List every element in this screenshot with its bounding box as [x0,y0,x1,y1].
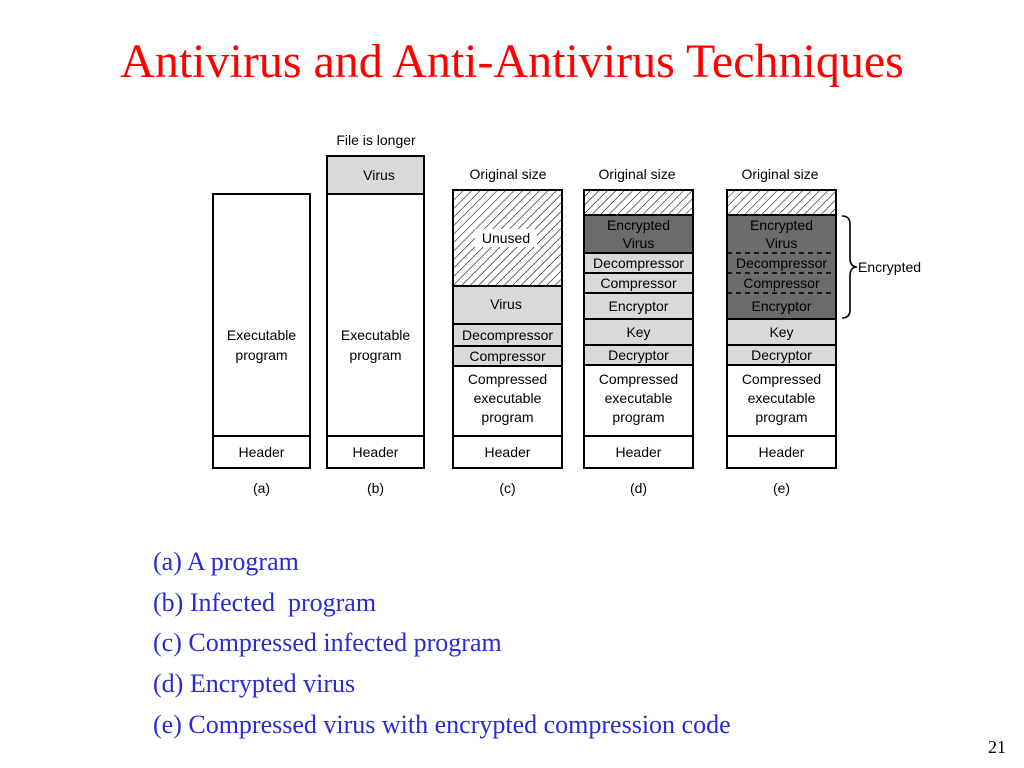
caption-list [153,542,731,746]
header-label: Header [615,444,662,460]
executable-program-block [327,194,424,436]
header-label: Header [758,444,805,460]
column-a [213,194,310,496]
virus-label: Virus [490,296,522,312]
original-size-label: Original size [469,166,547,182]
key-label: Key [769,324,794,340]
compressor-label: Compressor [600,275,677,291]
column-c [453,166,562,496]
file-is-longer-label: File is longer [336,132,416,148]
encrypted-virus-label: Encrypted [606,217,671,233]
column-caption: (c) [499,480,516,496]
compressor-label: Compressor [469,348,546,364]
header-label: Header [352,444,399,460]
header-label: Header [484,444,531,460]
compressed-program-label: executable [473,390,542,406]
compressor-label: Compressor [743,275,820,291]
compressed-program-label: executable [604,390,673,406]
column-b [327,132,424,496]
compressed-program-label: program [481,409,534,425]
encrypted-brace-label: Encrypted [858,259,922,275]
decryptor-label: Decryptor [608,347,669,363]
unused-block [727,190,836,215]
column-caption: (b) [366,480,385,496]
compressed-program-label: executable [747,390,816,406]
column-e [727,166,921,496]
decompressor-label: Decompressor [461,327,554,343]
encrypted-virus-label: Encrypted [749,217,814,233]
decompressor-label: Decompressor [735,255,828,271]
encrypted-virus-label: Virus [765,235,798,251]
caption-item: (c) Compressed infected program [153,628,502,658]
slide-number: 21 [988,737,1006,757]
executable-program-label: program [349,347,402,363]
column-caption: (e) [772,480,791,496]
caption-item: (d) Encrypted virus [153,669,356,699]
compressed-program-label: Compressed [741,371,822,387]
executable-program-label: Executable [226,327,297,343]
caption-item: (b) Infected program [153,587,377,617]
column-caption: (a) [252,480,271,496]
encryptor-label: Encryptor [608,298,669,314]
encryptor-label: Encryptor [751,298,812,314]
header-label: Header [238,444,285,460]
decryptor-label: Decryptor [751,347,812,363]
caption-item: (a) A program [153,547,299,576]
executable-program-label: program [235,347,288,363]
encrypted-brace [842,216,857,318]
column-caption: (d) [629,480,648,496]
compressed-program-label: program [612,409,665,425]
compressed-program-label: Compressed [598,371,679,387]
unused-block [584,190,693,215]
executable-program-label: Executable [340,327,411,343]
decompressor-label: Decompressor [592,255,685,271]
unused-label: Unused [481,230,531,246]
original-size-label: Original size [741,166,819,182]
caption-item: (e) Compressed virus with encrypted compression code [153,709,731,739]
slide-title: Antivirus and Anti-Antivirus Techniques [120,35,904,88]
executable-program-block [213,194,310,436]
column-d [584,166,693,496]
original-size-label: Original size [598,166,676,182]
virus-label: Virus [363,167,395,183]
compressed-program-label: program [755,409,808,425]
compressed-program-label: Compressed [467,371,548,387]
encrypted-virus-label: Virus [622,235,655,251]
key-label: Key [626,324,651,340]
